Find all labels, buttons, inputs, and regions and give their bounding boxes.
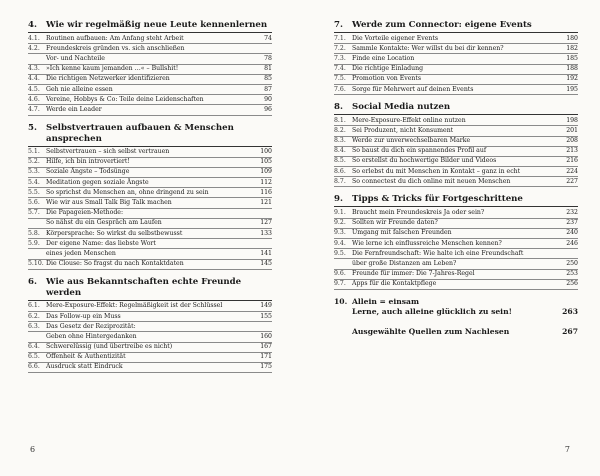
toc-entry[interactable]: [28, 239, 272, 249]
toc-entry[interactable]: [334, 280, 578, 290]
chapter-final: [334, 297, 578, 337]
entry-page: 188: [566, 65, 578, 73]
entry-page: 192: [566, 75, 578, 83]
entry-page: 246: [566, 239, 578, 247]
entry-title: über große Distanzen am Leben?: [352, 259, 457, 267]
entry-title: Ausdruck statt Eindruck: [46, 363, 123, 371]
toc-entry[interactable]: [334, 219, 578, 229]
chapter-number: 7.: [334, 20, 343, 30]
toc-entry[interactable]: [28, 229, 272, 239]
toc-entry[interactable]: [28, 249, 272, 259]
entry-number: 7.2.: [334, 44, 346, 52]
entry-title: Soziale Ängste – Todsünge: [46, 168, 130, 176]
entry-title: Routinen aufbauen: Am Anfang steht Arbeit: [46, 34, 184, 42]
chapter: [334, 102, 578, 187]
entry-title: Freundeskreis gründen vs. sich anschließen: [46, 44, 185, 52]
page-number-left: 6: [30, 445, 36, 454]
entry-title: Umgang mit falschen Freunden: [352, 229, 452, 237]
entry-page: 87: [264, 85, 272, 93]
entry-number: 8.4.: [334, 147, 346, 155]
entry-number: 5.4.: [28, 178, 40, 186]
chapter: [334, 20, 578, 95]
toc-entry[interactable]: [334, 239, 578, 249]
toc-entry[interactable]: [28, 219, 272, 229]
entry-page: 237: [566, 219, 578, 227]
entry-number: 9.6.: [334, 270, 346, 278]
entry-number: 6.3.: [28, 322, 40, 330]
entry-title: Geh nie alleine essen: [46, 85, 113, 93]
entry-number: 9.7.: [334, 280, 346, 288]
entry-number: 5.10.: [28, 260, 44, 268]
entry-title: Vor- und Nachteile: [46, 54, 105, 62]
sources-entry[interactable]: [334, 327, 578, 337]
toc-entry[interactable]: [28, 198, 272, 208]
entry-page: 232: [566, 209, 578, 217]
entry-page: 100: [260, 148, 272, 156]
chapter-final-line1: Allein = einsam: [352, 296, 420, 306]
entry-page: 127: [260, 219, 272, 227]
entry-number: 5.9.: [28, 239, 40, 247]
entry-number: 8.7.: [334, 177, 346, 185]
entry-number: 4.7.: [28, 105, 40, 113]
entry-number: 5.1.: [28, 148, 40, 156]
toc-entry[interactable]: [334, 44, 578, 54]
entry-page: 201: [566, 126, 578, 134]
chapter-title-text: Wie wir regelmäßig neue Leute kennenlernen: [46, 20, 268, 30]
entry-number: 5.5.: [28, 188, 40, 196]
entry-title: Geben ohne Hintergedanken: [46, 332, 137, 340]
entry-title: Das Follow-up ein Muss: [46, 312, 121, 320]
toc-entry[interactable]: [28, 343, 272, 353]
entry-page: 145: [260, 260, 272, 268]
entry-title: Finde eine Location: [352, 54, 415, 62]
toc-entry[interactable]: [28, 34, 272, 44]
entry-number: 5.7.: [28, 209, 40, 217]
toc-entry[interactable]: [28, 363, 272, 373]
chapter-number: 6.: [28, 276, 37, 287]
toc-entry[interactable]: [28, 54, 272, 64]
entry-title: Die Vorteile eigener Events: [352, 34, 439, 42]
entry-title: So erlebst du mit Menschen in Kontakt – ganz in echt: [352, 167, 521, 175]
entry-number: 6.5.: [28, 353, 40, 361]
entry-title: Offenheit & Authentizität: [46, 353, 126, 361]
entry-number: 4.5.: [28, 85, 40, 93]
sources-title: Ausgewählte Quellen zum Nachlesen: [352, 326, 510, 336]
entry-title: So nähst du ein Gespräch am Laufen: [46, 219, 162, 227]
entry-number: 9.1.: [334, 209, 346, 217]
toc-entry[interactable]: [334, 157, 578, 167]
chapter-title-text: Social Media nutzen: [352, 102, 451, 113]
entry-title: Mere-Exposure-Effekt online nutzen: [352, 116, 466, 124]
toc-entry[interactable]: [28, 332, 272, 342]
toc-entry[interactable]: [28, 353, 272, 363]
entry-title: Die Fernfreundschaft: Wie halte ich eine Freundschaft: [352, 249, 524, 257]
toc-entry[interactable]: [28, 95, 272, 105]
chapter-title[interactable]: [334, 102, 578, 115]
entry-page: 256: [566, 280, 578, 288]
chapter-title[interactable]: [28, 20, 272, 33]
toc-entry[interactable]: [28, 44, 272, 54]
toc-entry[interactable]: [334, 34, 578, 44]
entry-title: So connectest du dich online mit neuen Menschen: [352, 177, 511, 185]
entry-page: 250: [566, 259, 578, 267]
toc-left-page: [28, 20, 272, 380]
toc-entry[interactable]: [334, 126, 578, 136]
entry-number: 6.4.: [28, 343, 40, 351]
entry-page: 85: [264, 75, 272, 83]
toc-entry[interactable]: [334, 229, 578, 239]
toc-entry[interactable]: [28, 178, 272, 188]
toc-entry[interactable]: [28, 85, 272, 95]
entry-title: Das Gesetz der Reziprozität:: [46, 322, 136, 330]
toc-entry[interactable]: [28, 148, 272, 158]
entry-number: 9.3.: [334, 229, 346, 237]
entry-title: Promotion von Events: [352, 75, 422, 83]
entry-page: 149: [260, 302, 272, 310]
entry-number: 7.5.: [334, 75, 346, 83]
entry-page: 121: [260, 199, 272, 207]
entry-page: 109: [260, 168, 272, 176]
entry-number: 8.5.: [334, 157, 346, 165]
entry-number: 4.1.: [28, 34, 40, 42]
entry-number: 7.6.: [334, 85, 346, 93]
entry-number: 5.6.: [28, 199, 40, 207]
chapter: [334, 194, 578, 290]
entry-page: 180: [566, 34, 578, 42]
entry-title: Die Papageien-Methode:: [46, 209, 124, 217]
chapter-title-text: Tipps & Tricks für Fortgeschrittene: [352, 194, 523, 205]
chapter-final-subtitle[interactable]: [334, 307, 578, 317]
entry-title: Schwerelüssig (und übertreibe es nicht): [46, 343, 173, 351]
entry-title: Sorge für Mehrwert auf deinen Events: [352, 85, 474, 93]
entry-title: Die richtige Einladung: [352, 65, 424, 73]
entry-number: 5.3.: [28, 168, 40, 176]
toc-entry[interactable]: [334, 249, 578, 259]
entry-page: 195: [566, 85, 578, 93]
toc-entry[interactable]: [334, 116, 578, 126]
toc-entry[interactable]: [28, 188, 272, 198]
entry-page: 267: [562, 326, 578, 336]
entry-page: 240: [566, 229, 578, 237]
entry-number: 8.1.: [334, 116, 346, 124]
chapter-number: 8.: [334, 102, 343, 113]
entry-number: 7.4.: [334, 65, 346, 73]
entry-title: Mere-Exposure-Effekt: Regelmäßigkeit ist der Schlüssel: [46, 302, 223, 310]
entry-title: Sollten wir Freunde daten?: [352, 219, 438, 227]
entry-number: 4.6.: [28, 95, 40, 103]
toc-entry[interactable]: [334, 167, 578, 177]
entry-title: So erstellst du hochwertige Bilder und Videos: [352, 157, 497, 165]
toc-entry[interactable]: [28, 322, 272, 332]
chapter-title-text: Selbstvertrauen aufbauen & Menschen ansprechen: [46, 122, 234, 144]
entry-page: 141: [260, 249, 272, 257]
entry-number: 5.8.: [28, 229, 40, 237]
toc-entry[interactable]: [28, 75, 272, 85]
toc-entry[interactable]: [28, 312, 272, 322]
entry-page: 96: [264, 105, 272, 113]
chapter-final-heading[interactable]: [334, 297, 578, 307]
chapter-title[interactable]: [334, 20, 578, 33]
toc-entry[interactable]: [28, 209, 272, 219]
entry-title: Wie wir aus Small Talk Big Talk machen: [46, 199, 172, 207]
entry-number: 9.4.: [334, 239, 346, 247]
entry-title: Sei Produzent, nicht Konsument: [352, 126, 454, 134]
toc-entry[interactable]: [28, 105, 272, 115]
entry-page: 216: [566, 157, 578, 165]
entry-page: 105: [260, 158, 272, 166]
toc-entry[interactable]: [334, 259, 578, 269]
entry-title: Der eigene Name: das liebste Wort: [46, 239, 156, 247]
toc-right-page: [334, 20, 578, 337]
entry-page: 81: [264, 65, 272, 73]
chapter: [28, 277, 272, 373]
toc-entry[interactable]: [334, 137, 578, 147]
chapter-title[interactable]: [28, 123, 272, 147]
entry-page: 167: [260, 343, 272, 351]
entry-page: 171: [260, 353, 272, 361]
entry-title: »Ich kenne kaum jemanden …« – Bullshit!: [46, 65, 179, 73]
toc-entry[interactable]: [334, 177, 578, 187]
chapter-title-text: Wie aus Bekanntschaften echte Freunde werden: [46, 276, 242, 298]
entry-page: 160: [260, 332, 272, 340]
entry-page: 185: [566, 54, 578, 62]
chapter-title-text: Werde zum Connector: eigene Events: [352, 20, 532, 30]
toc-entry[interactable]: [334, 147, 578, 157]
entry-page: 198: [566, 116, 578, 124]
entry-page: 116: [260, 188, 272, 196]
entry-number: 9.2.: [334, 219, 346, 227]
entry-page: 155: [260, 312, 272, 320]
entry-title: Vereine, Hobbys & Co: Teile deine Leidenschaften: [46, 95, 204, 103]
chapter-number: 9.: [334, 194, 343, 205]
entry-page: 213: [566, 147, 578, 155]
entry-number: 7.1.: [334, 34, 346, 42]
entry-page: 90: [264, 95, 272, 103]
entry-title: Apps für die Kontaktpflege: [352, 280, 437, 288]
toc-entry[interactable]: [334, 75, 578, 85]
chapter-final-line2: Lerne, auch alleine glücklich zu sein!: [352, 306, 512, 316]
entry-title: Werde ein Leader: [46, 105, 102, 113]
toc-entry[interactable]: [334, 270, 578, 280]
entry-title: Braucht mein Freundeskreis Ja oder sein?: [352, 209, 485, 217]
entry-title: Meditation gegen soziale Ängste: [46, 178, 149, 186]
toc-entry[interactable]: [28, 65, 272, 75]
entry-page: 133: [260, 229, 272, 237]
entry-number: 4.3.: [28, 65, 40, 73]
toc-entry[interactable]: [334, 54, 578, 64]
entry-number: 8.6.: [334, 167, 346, 175]
entry-title: Hilfe, ich bin introvertiert!: [46, 158, 130, 166]
entry-page: 182: [566, 44, 578, 52]
entry-page: 208: [566, 137, 578, 145]
entry-page: 224: [566, 167, 578, 175]
entry-page: 78: [264, 54, 272, 62]
entry-number: 9.5.: [334, 249, 346, 257]
entry-title: Wie lerne ich einflussreiche Menschen kennen?: [352, 239, 502, 247]
toc-entry[interactable]: [28, 302, 272, 312]
entry-title: Körpersprache: So wirkst du selbstbewusst: [46, 229, 183, 237]
toc-entry[interactable]: [28, 168, 272, 178]
entry-number: 6.1.: [28, 302, 40, 310]
chapter-number: 10.: [334, 296, 348, 306]
entry-title: Die richtigen Netzwerker identifizieren: [46, 75, 170, 83]
entry-title: Freunde für immer: Die 7-Jahres-Regel: [352, 270, 475, 278]
entry-number: 4.4.: [28, 75, 40, 83]
toc-entry[interactable]: [28, 158, 272, 168]
toc-entry[interactable]: [28, 260, 272, 270]
entry-title: So sprichst du Menschen an, ohne dringend zu sein: [46, 188, 209, 196]
entry-page: 227: [566, 177, 578, 185]
entry-title: So baust du dich ein spannendes Profil auf: [352, 147, 487, 155]
page-number-right: 7: [564, 445, 570, 454]
entry-number: 7.3.: [334, 54, 346, 62]
toc-entry[interactable]: [334, 85, 578, 95]
chapter: [28, 123, 272, 270]
entry-title: Sammle Kontakte: Wer willst du bei dir kennen?: [352, 44, 504, 52]
entry-title: eines jeden Menschen: [46, 249, 116, 257]
toc-entry[interactable]: [334, 208, 578, 218]
entry-number: 8.2.: [334, 126, 346, 134]
entry-title: Werde zur unverwechselbaren Marke: [352, 137, 471, 145]
toc-entry[interactable]: [334, 65, 578, 75]
entry-page: 253: [566, 270, 578, 278]
chapter-title[interactable]: [28, 277, 272, 301]
entry-page: 175: [260, 363, 272, 371]
chapter: [28, 20, 272, 116]
entry-number: 6.2.: [28, 312, 40, 320]
entry-number: 5.2.: [28, 158, 40, 166]
chapter-number: 4.: [28, 20, 37, 30]
chapter-number: 5.: [28, 122, 37, 133]
entry-title: Selbstvertrauen – sich selbst vertrauen: [46, 148, 170, 156]
entry-title: Die Clouse: So fragst du nach Kontaktdaten: [46, 260, 184, 268]
entry-number: 8.3.: [334, 137, 346, 145]
entry-page: 74: [264, 34, 272, 42]
chapter-title[interactable]: [334, 194, 578, 207]
entry-number: 4.2.: [28, 44, 40, 52]
entry-page: 112: [260, 178, 272, 186]
entry-page: 263: [562, 306, 578, 316]
entry-number: 6.6.: [28, 363, 40, 371]
